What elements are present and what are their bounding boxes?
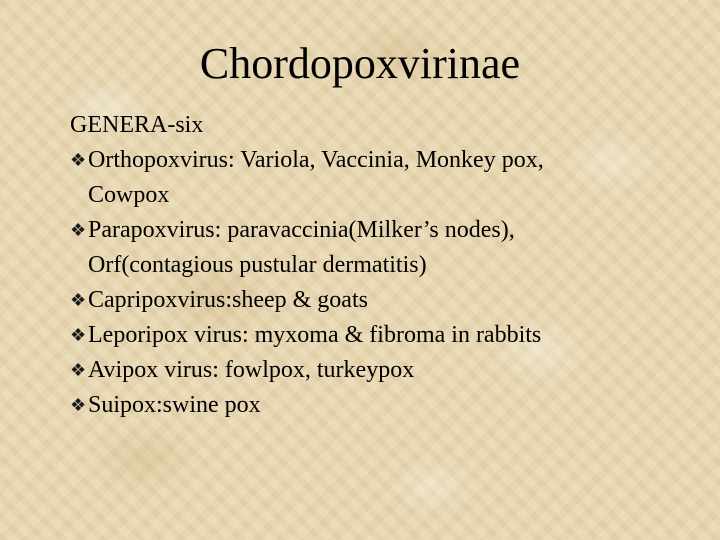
bullet-item-leporipox (70, 318, 690, 353)
diamond-bullet-icon: ❖ (70, 360, 87, 380)
bullet-continuation: Orf(contagious pustular dermatitis) (88, 252, 427, 278)
bullet-item-avipox (70, 353, 690, 388)
diamond-bullet-icon: ❖ (70, 220, 87, 240)
diamond-bullet-icon: ❖ (70, 150, 87, 170)
diamond-bullet-icon: ❖ (70, 290, 87, 310)
bullet-text: Orthopoxvirus: Variola, Vaccinia, Monkey pox, (88, 147, 544, 173)
bullet-continuation: Cowpox (88, 182, 170, 208)
bullet-text: Avipox virus: fowlpox, turkeypox (88, 357, 415, 383)
bullet-item-capripoxvirus (70, 283, 690, 318)
bullet-text: Suipox:swine pox (88, 392, 261, 418)
diamond-bullet-icon: ❖ (70, 325, 87, 345)
bullet-text: Leporipox virus: myxoma & fibroma in rabbits (88, 322, 542, 348)
bullet-text: Parapoxvirus: paravaccinia(Milker’s nodes), (88, 217, 515, 243)
bullet-item-parapoxvirus (70, 213, 690, 248)
genera-heading: GENERA-six (70, 112, 204, 138)
bullet-item-orthopoxvirus (70, 143, 690, 178)
slide-body (70, 108, 690, 423)
bullet-item-suipox (70, 388, 690, 423)
slide-title: Chordopoxvirinae (199, 39, 521, 88)
bullet-text: Capripoxvirus:sheep & goats (88, 287, 368, 313)
diamond-bullet-icon: ❖ (70, 395, 87, 415)
